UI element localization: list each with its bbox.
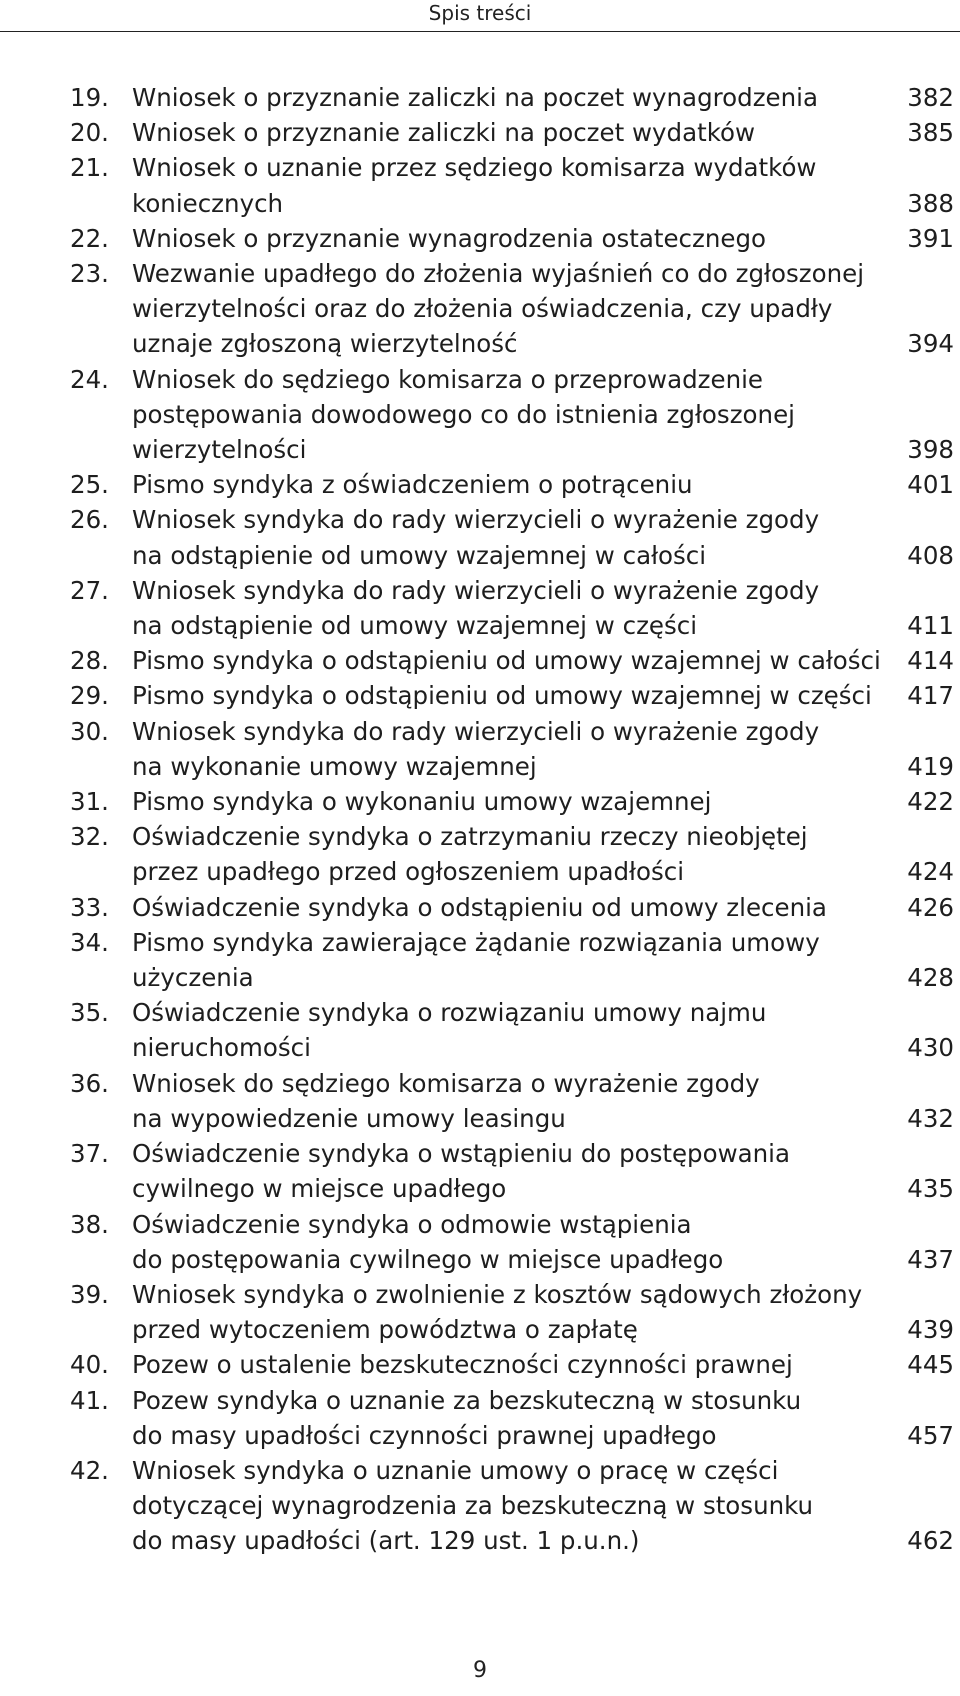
toc-entry-page: 457 bbox=[907, 1420, 954, 1450]
toc-entry-page: 388 bbox=[907, 188, 954, 218]
toc-entry-number: 25. bbox=[70, 470, 109, 500]
toc-entry[interactable] bbox=[70, 573, 954, 643]
toc-entry-number: 24. bbox=[70, 364, 109, 394]
toc-entry-title: Pismo syndyka o odstąpieniu od umowy wzajemnej w całości bbox=[132, 646, 881, 676]
page-title: Spis treści bbox=[428, 1, 532, 25]
toc-entry-number: 29. bbox=[70, 681, 109, 711]
toc-entry-number: 34. bbox=[70, 927, 109, 957]
toc-entry-title: Oświadczenie syndyka o odstąpieniu od umowy zlecenia bbox=[132, 892, 827, 922]
toc-entry-title: Wniosek do sędziego komisarza o wyrażenie zgody na wypowiedzenie umowy leasingu bbox=[132, 1068, 760, 1133]
toc-entry[interactable] bbox=[70, 1383, 954, 1453]
toc-entry[interactable] bbox=[70, 643, 954, 678]
running-header bbox=[0, 0, 960, 32]
toc-entry-page: 432 bbox=[907, 1103, 954, 1133]
toc-entry[interactable] bbox=[70, 784, 954, 819]
toc-entry[interactable] bbox=[70, 1453, 954, 1559]
toc-entry-number: 35. bbox=[70, 998, 109, 1028]
toc-entry-page: 462 bbox=[907, 1526, 954, 1556]
toc-entry[interactable] bbox=[70, 362, 954, 468]
toc-entry[interactable] bbox=[70, 995, 954, 1065]
toc-entry[interactable] bbox=[70, 1207, 954, 1277]
toc-entry-number: 32. bbox=[70, 822, 109, 852]
toc-entry-title: Wniosek o przyznanie wynagrodzenia ostatecznego bbox=[132, 223, 767, 253]
toc-entry[interactable] bbox=[70, 890, 954, 925]
toc-entry[interactable] bbox=[70, 256, 954, 362]
toc-entry[interactable] bbox=[70, 1136, 954, 1206]
toc-entry-page: 439 bbox=[907, 1315, 954, 1345]
toc-entry-title: Wniosek syndyka do rady wierzycieli o wyrażenie zgody na odstąpienie od umowy wzajemnej w całości bbox=[132, 505, 820, 570]
toc-entry[interactable] bbox=[70, 678, 954, 713]
toc-entry-number: 21. bbox=[70, 153, 109, 183]
toc-entry-number: 27. bbox=[70, 575, 109, 605]
toc-entry-title: Pismo syndyka o odstąpieniu od umowy wzajemnej w części bbox=[132, 681, 872, 711]
toc-entry-page: 445 bbox=[907, 1350, 954, 1380]
toc-entry-page: 414 bbox=[907, 646, 954, 676]
toc-entry-page: 394 bbox=[907, 329, 954, 359]
toc-entry-title: Pozew syndyka o uznanie za bezskuteczną w stosunku do masy upadłości czynności prawnej upadłego bbox=[132, 1385, 802, 1450]
toc-entry-number: 36. bbox=[70, 1068, 109, 1098]
toc-entry[interactable] bbox=[70, 150, 954, 220]
toc-entry-number: 19. bbox=[70, 83, 109, 112]
toc-entry-page: 437 bbox=[907, 1244, 954, 1274]
toc-entry-page: 385 bbox=[907, 118, 954, 148]
toc-entry-number: 41. bbox=[70, 1385, 109, 1415]
toc-entry-title: Oświadczenie syndyka o wstąpieniu do postępowania cywilnego w miejsce upadłego bbox=[132, 1139, 790, 1204]
toc-entry-page: 417 bbox=[907, 681, 954, 711]
toc-entry-number: 22. bbox=[70, 223, 109, 253]
toc-entry[interactable] bbox=[70, 115, 954, 150]
toc-entry-title: Oświadczenie syndyka o odmowie wstąpienia do postępowania cywilnego w miejsce upadłego bbox=[132, 1209, 724, 1274]
toc-entry-number: 42. bbox=[70, 1455, 109, 1485]
toc-entry-number: 23. bbox=[70, 259, 109, 289]
toc-entry[interactable] bbox=[70, 714, 954, 784]
toc-entry-title: Pismo syndyka z oświadczeniem o potrąceniu bbox=[132, 470, 693, 500]
toc-entry[interactable] bbox=[70, 1277, 954, 1347]
toc-entry-title: Wniosek do sędziego komisarza o przeprowadzenie postępowania dowodowego co do istnienia zgłoszonej wierzytelności bbox=[132, 364, 795, 465]
toc-entry-number: 40. bbox=[70, 1350, 109, 1380]
toc-entry[interactable] bbox=[70, 1347, 954, 1382]
toc-entry-title: Pismo syndyka o wykonaniu umowy wzajemnej bbox=[132, 787, 712, 817]
toc-entry[interactable] bbox=[70, 502, 954, 572]
page-number: 9 bbox=[473, 1658, 487, 1683]
toc-entry-title: Wezwanie upadłego do złożenia wyjaśnień co do zgłoszonej wierzytelności oraz do złożenia oświadczenia, czy upadły uznaje zgłoszoną wierzytelność bbox=[132, 259, 864, 359]
toc-entry-page: 382 bbox=[907, 83, 954, 112]
toc-entry[interactable] bbox=[70, 925, 954, 995]
toc-entry-number: 31. bbox=[70, 787, 109, 817]
toc-entry[interactable] bbox=[70, 467, 954, 502]
toc-entry-number: 28. bbox=[70, 646, 109, 676]
toc-entry[interactable] bbox=[70, 221, 954, 256]
toc-entry-page: 408 bbox=[907, 540, 954, 570]
toc-entry-number: 39. bbox=[70, 1279, 109, 1309]
toc-entry-number: 26. bbox=[70, 505, 109, 535]
toc-entry-page: 435 bbox=[907, 1174, 954, 1204]
toc-entry-page: 411 bbox=[907, 611, 954, 641]
toc-entry-page: 430 bbox=[907, 1033, 954, 1063]
toc-entry[interactable] bbox=[70, 819, 954, 889]
table-of-contents bbox=[70, 80, 954, 1559]
toc-entry-page: 424 bbox=[907, 857, 954, 887]
toc-entry-title: Wniosek syndyka o uznanie umowy o pracę w części dotyczącej wynagrodzenia za bezskuteczną w stosunku do masy upadłości (art. 129 ust. 1 p.u.n.) bbox=[132, 1455, 814, 1556]
toc-entry-page: 419 bbox=[907, 751, 954, 781]
toc-entry-title: Wniosek syndyka o zwolnienie z kosztów sądowych złożony przed wytoczeniem powództwa o zapłatę bbox=[132, 1279, 863, 1345]
toc-entry-page: 422 bbox=[907, 787, 954, 817]
toc-entry-number: 30. bbox=[70, 716, 109, 746]
toc-entry-number: 38. bbox=[70, 1209, 109, 1239]
toc-entry-title: Wniosek syndyka do rady wierzycieli o wyrażenie zgody na wykonanie umowy wzajemnej bbox=[132, 716, 820, 781]
toc-entry[interactable] bbox=[70, 1066, 954, 1136]
toc-entry-number: 20. bbox=[70, 118, 109, 148]
toc-entry-page: 398 bbox=[907, 435, 954, 465]
toc-entry-page: 428 bbox=[907, 963, 954, 993]
toc-entry-title: Pozew o ustalenie bezskuteczności czynności prawnej bbox=[132, 1350, 793, 1380]
toc-entry-number: 37. bbox=[70, 1139, 109, 1169]
toc-entry-title: Wniosek o przyznanie zaliczki na poczet wydatków bbox=[132, 118, 756, 148]
toc-entry-page: 391 bbox=[907, 223, 954, 253]
toc-entry-title: Wniosek o przyznanie zaliczki na poczet wynagrodzenia bbox=[132, 83, 818, 112]
toc-entry-title: Pismo syndyka zawierające żądanie rozwiązania umowy użyczenia bbox=[132, 927, 820, 993]
toc-entry-title: Oświadczenie syndyka o zatrzymaniu rzeczy nieobjętej przez upadłego przed ogłoszeniem upadłości bbox=[132, 822, 808, 887]
toc-entry-title: Wniosek o uznanie przez sędziego komisarza wydatków koniecznych bbox=[132, 153, 817, 218]
toc-entry-title: Wniosek syndyka do rady wierzycieli o wyrażenie zgody na odstąpienie od umowy wzajemnej w części bbox=[132, 575, 820, 641]
toc-entry-page: 426 bbox=[907, 892, 954, 922]
toc-entry[interactable] bbox=[70, 80, 954, 115]
toc-entry-page: 401 bbox=[907, 470, 954, 500]
toc-entry-number: 33. bbox=[70, 892, 109, 922]
toc-entry-title: Oświadczenie syndyka o rozwiązaniu umowy najmu nieruchomości bbox=[132, 998, 767, 1063]
